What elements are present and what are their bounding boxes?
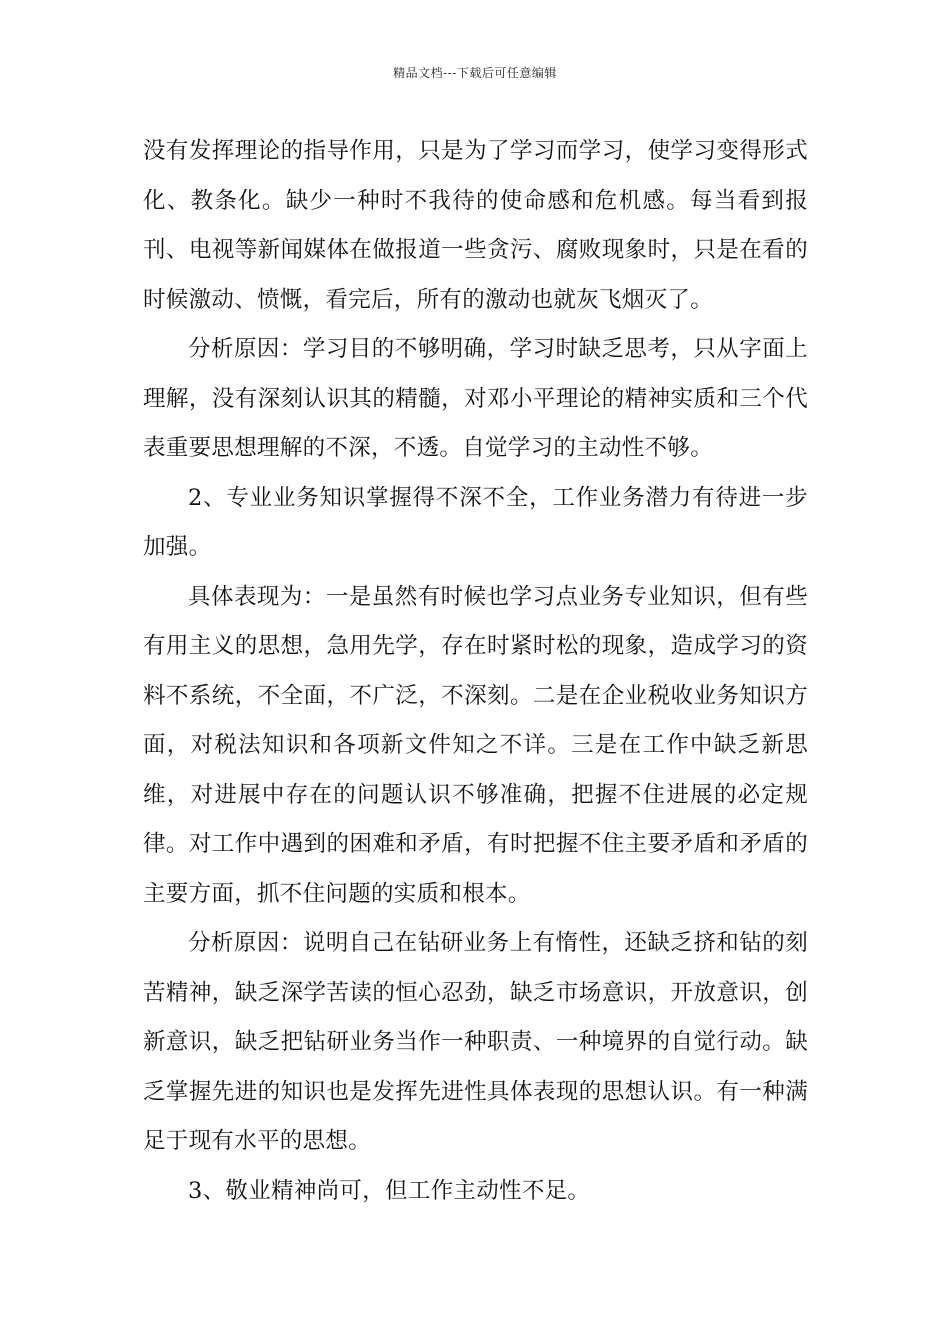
paragraph-1: 没有发挥理论的指导作用，只是为了学习而学习，使学习变得形式化、教条化。缺少一种时不我待的使命感和危机感。每当看到报刊、电视等新闻媒体在做报道一些贪污、腐败现象时，只是在看的时候激动、愤慨，看完后，所有的激动也就灰飞烟灭了。 bbox=[143, 138, 808, 313]
document-body bbox=[143, 127, 808, 1216]
paragraph-4: 具体表现为：一是虽然有时候也学习点业务专业知识，但有些有用主义的思想，急用先学，存在时紧时松的现象，造成学习的资料不系统，不全面，不广泛，不深刻。二是在企业税收业务知识方面，对税法知识和各项新文件知之不详。三是在工作中缺乏新思维，对进展中存在的问题认识不够准确，把握不住进展的必定规律。对工作中遇到的困难和矛盾，有时把握不住主要矛盾和矛盾的主要方面，抓不住问题的实质和根本。 bbox=[143, 583, 808, 907]
paragraph-2: 分析原因：学习目的不够明确，学习时缺乏思考，只从字面上理解，没有深刻认识其的精髓，对邓小平理论的精神实质和三个代表重要思想理解的不深，不透。自觉学习的主动性不够。 bbox=[143, 336, 808, 461]
paragraph-5: 分析原因：说明自己在钻研业务上有惰性，还缺乏挤和钻的刻苦精神，缺乏深学苦读的恒心忍劲，缺乏市场意识，开放意识，创新意识，缺乏把钻研业务当作一种职责、一种境界的自觉行动。缺乏掌握先进的知识也是发挥先进性具体表现的思想认识。有一种满足于现有水平的思想。 bbox=[143, 930, 808, 1154]
page-header: 精品文档---下载后可任意编辑 bbox=[393, 66, 557, 80]
paragraph-3: 2、专业业务知识掌握得不深不全，工作业务潜力有待进一步加强。 bbox=[143, 484, 808, 560]
paragraph-6: 3、敬业精神尚可，但工作主动性不足。 bbox=[188, 1177, 591, 1204]
